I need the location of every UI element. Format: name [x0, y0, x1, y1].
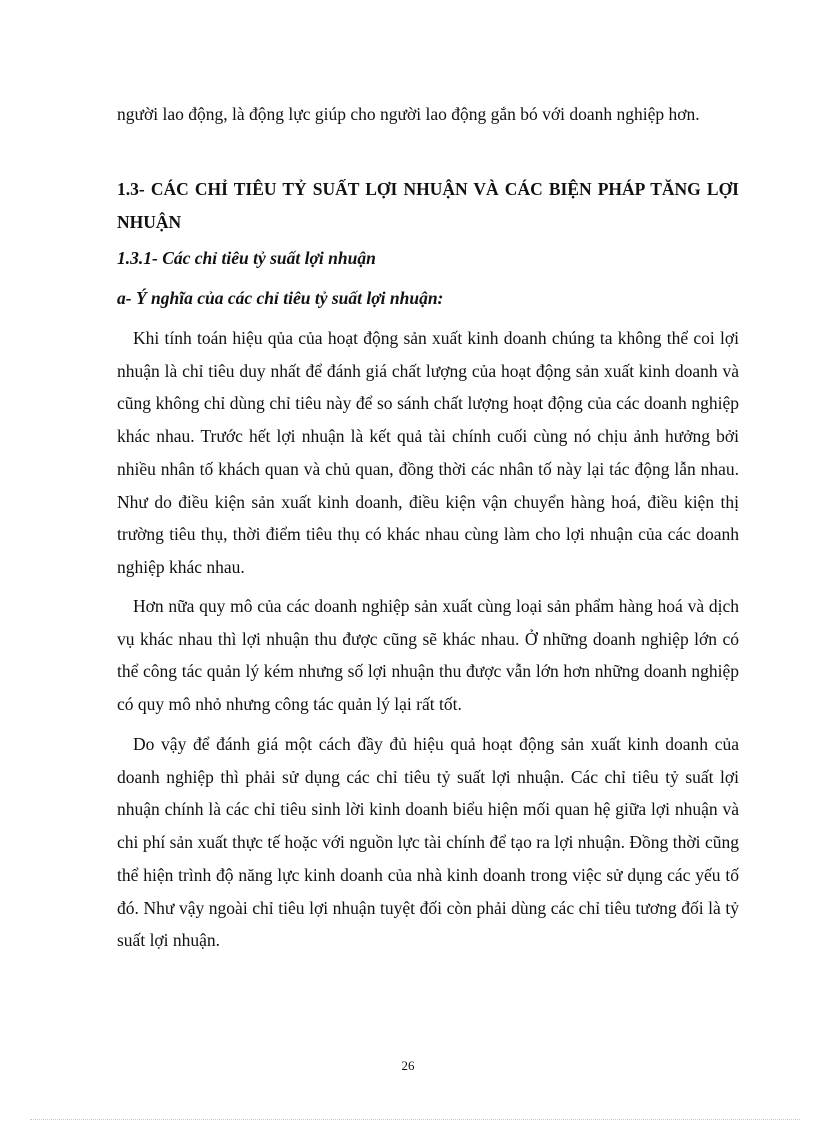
page-number: 26	[401, 1058, 415, 1073]
page-bottom-divider	[30, 1119, 800, 1120]
body-paragraph: Hơn nữa quy mô của các doanh nghiệp sản xuất cùng loại sản phẩm hàng hoá và dịch vụ khác nhau thì lợi nhuận thu được cũng sẽ khác nhau. Ở những doanh nghiệp lớn có thể công tác quản lý kém nhưng số lợi nhuận thu được vẫn lớn hơn những doanh nghiệp có quy mô nhỏ nhưng công tác quản lý lại rất tốt.	[117, 596, 739, 715]
body-paragraph: Khi tính toán hiệu qủa của hoạt động sản xuất kinh doanh chúng ta không thể coi lợi nhuận là chỉ tiêu duy nhất để đánh giá chất lượng của hoạt động sản xuất kinh doanh và cũng không chỉ dùng chỉ tiêu này để so sánh chất lượng hoạt động của các doanh nghiệp khác nhau. Trước hết lợi nhuận là kết quả tài chính cuối cùng nó chịu ảnh hưởng bởi nhiều nhân tố khách quan và chủ quan, đồng thời các nhân tố này lại tác động lẫn nhau. Như do điều kiện sản xuất kinh doanh, điều kiện vận chuyển hàng hoá, điều kiện thị trường tiêu thụ, thời điểm tiêu thụ có khác nhau cùng làm cho lợi nhuận của các doanh nghiệp khác nhau.	[117, 328, 739, 577]
item-heading: a- Ý nghĩa của các chỉ tiêu tỷ suất lợi nhuận:	[117, 288, 444, 308]
body-paragraph: Do vậy để đánh giá một cách đầy đủ hiệu quả hoạt động sản xuất kinh doanh của doanh nghiệp thì phải sử dụng các chỉ tiêu tỷ suất lợi nhuận. Các chỉ tiêu tỷ suất lợi nhuận chính là các chỉ tiêu sinh lời kinh doanh biểu hiện mối quan hệ giữa lợi nhuận và chi phí sản xuất thực tế hoặc với nguồn lực tài chính để tạo ra lợi nhuận. Đồng thời cũng thể hiện trình độ năng lực kinh doanh của nhà kinh doanh trong việc sử dụng các yếu tố đó. Như vậy ngoài chỉ tiêu lợi nhuận tuyệt đối còn phải dùng các chỉ tiêu tương đối là tỷ suất lợi nhuận.	[117, 734, 739, 951]
continuation-paragraph: người lao động, là động lực giúp cho người lao động gắn bó với doanh nghiệp hơn.	[117, 104, 700, 124]
section-heading: 1.3- CÁC CHỈ TIÊU TỶ SUẤT LỢI NHUẬN VÀ CÁC BIỆN PHÁP TĂNG LỢI NHUẬN	[117, 179, 739, 232]
subsection-heading: 1.3.1- Các chỉ tiêu tỷ suất lợi nhuận	[117, 248, 376, 268]
